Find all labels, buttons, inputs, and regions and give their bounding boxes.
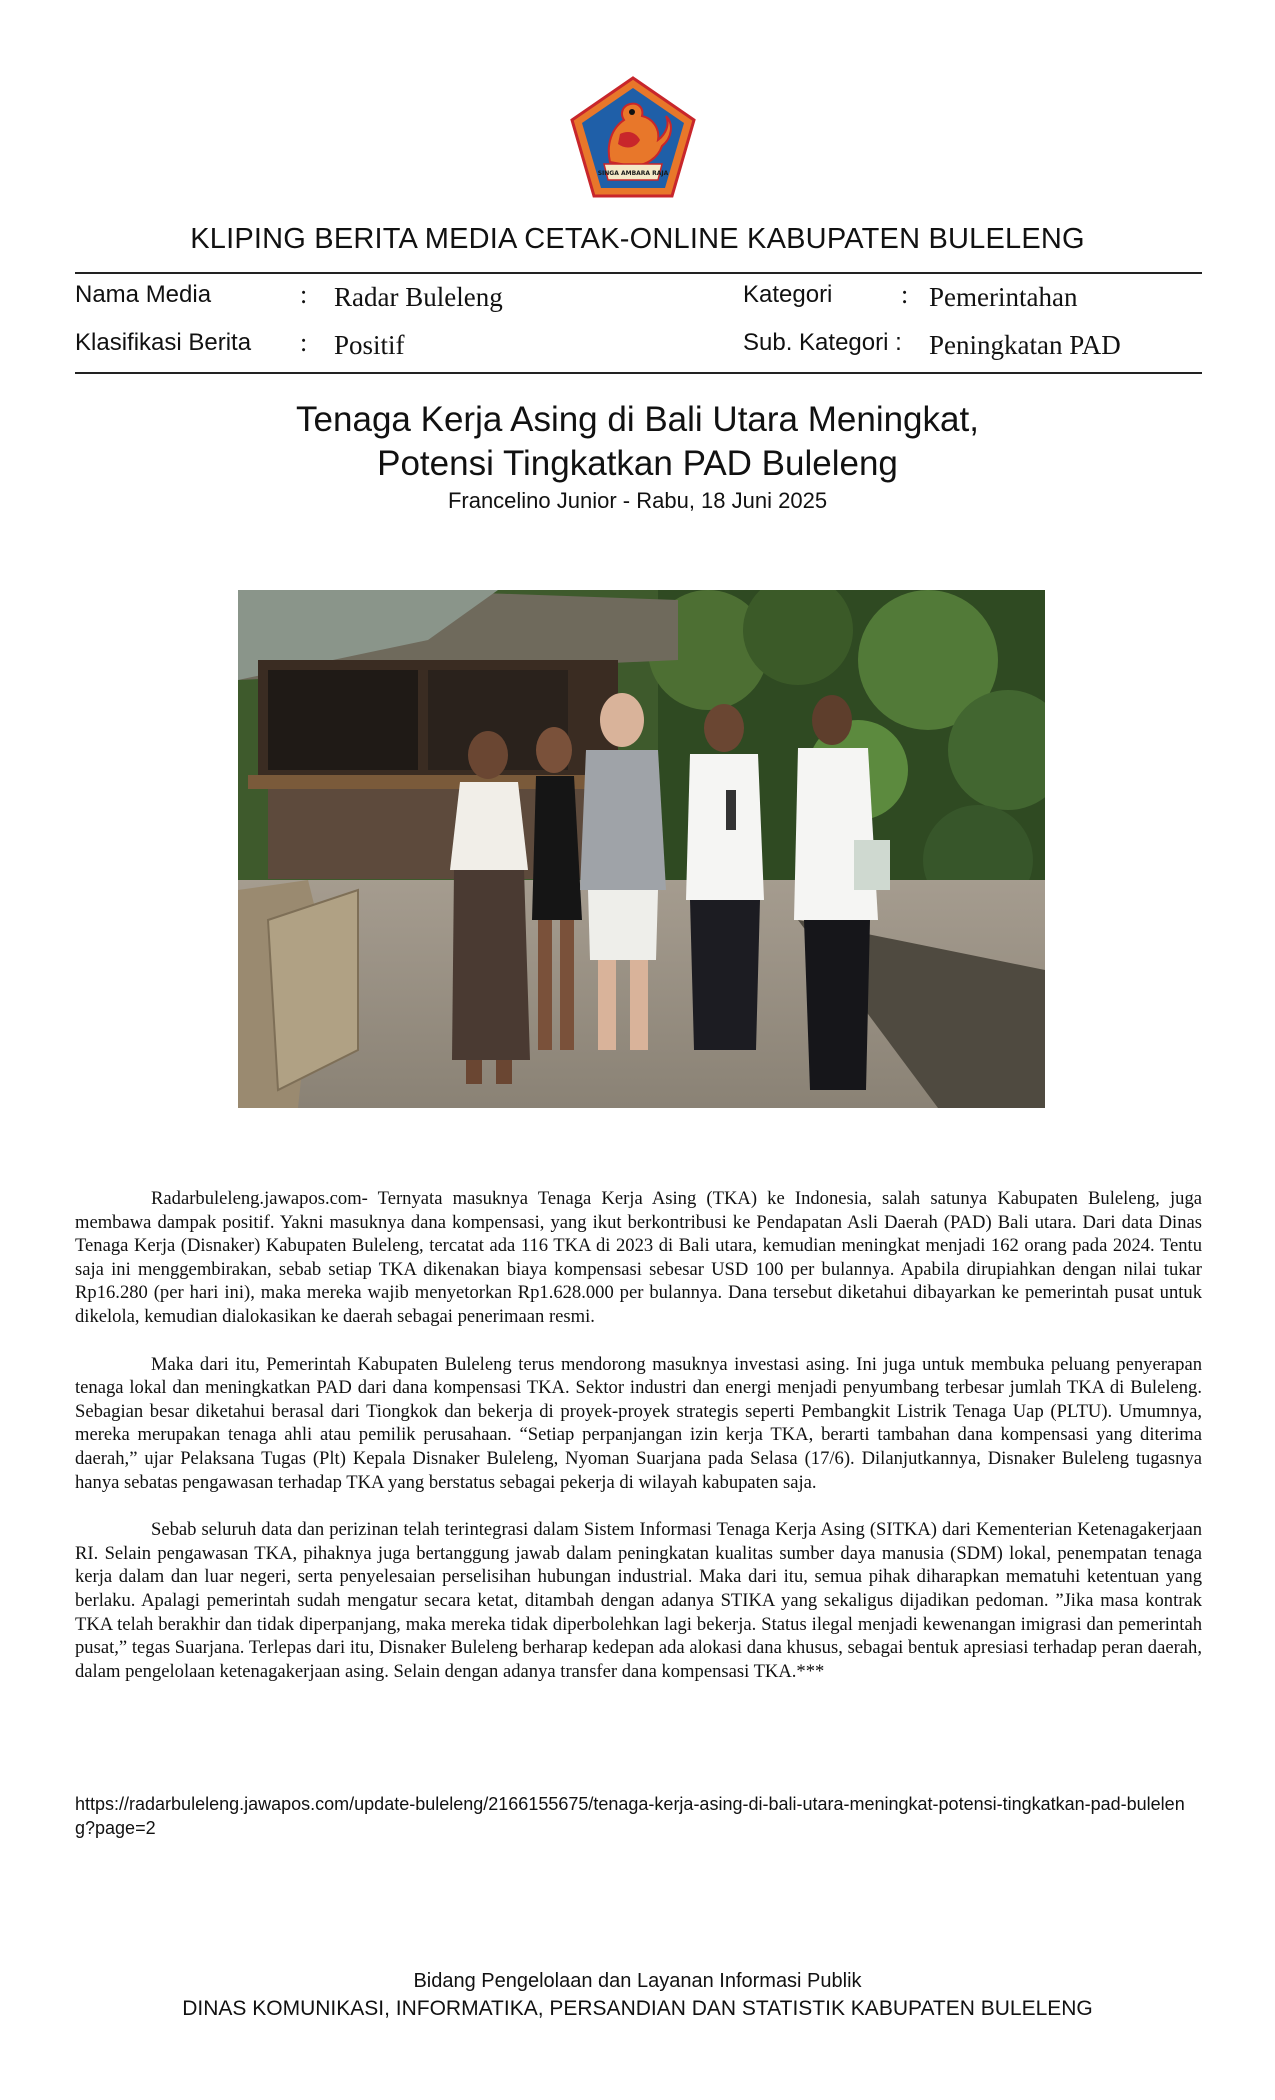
subcategory-value-wrap	[929, 330, 1121, 362]
classification-colon	[300, 328, 307, 359]
footer-agency: DINAS KOMUNIKASI, INFORMATIKA, PERSANDIAN DAN STATISTIK KABUPATEN BULELENG	[182, 1997, 1093, 2020]
emblem-icon	[566, 74, 700, 200]
subcategory-label: Sub. Kategori :	[743, 329, 902, 356]
media-name-field	[75, 280, 211, 310]
subcategory-value: Peningkatan PAD	[929, 330, 1121, 360]
category-value-wrap	[929, 282, 1077, 314]
classification-label: Klasifikasi Berita	[75, 329, 252, 356]
article-byline: Francelino Junior - Rabu, 18 Juni 2025	[447, 488, 828, 513]
colon: :	[901, 280, 909, 309]
media-name-value-wrap	[334, 282, 503, 314]
classification-field	[75, 328, 251, 358]
source-url-link[interactable]: https://radarbuleleng.jawapos.com/update-buleleng/2166155675/tenaga-kerja-asing-di-bali-utara-meningkat-potensi-tingkatkan-pad-buleleng?page=2	[75, 1794, 1185, 1838]
media-name-colon	[300, 280, 307, 311]
category-value: Pemerintahan	[929, 282, 1078, 312]
category-colon	[901, 280, 908, 311]
article-paragraph-3: Sebab seluruh data dan perizinan telah terintegrasi dalam Sistem Informasi Tenaga Kerja Asing (SITKA) dari Kementerian Ketenagakerjaan RI. Selain pengawasan TKA, pihaknya juga bertanggung jawab dalam peningkatan kualitas sumber daya manusia (SDM) lokal, penempatan tenaga kerja dalam dan luar negeri, serta penyelesaian perselisihan hubungan industrial. Maka dari itu, semua pihak diharapkan mematuhi ketentuan yang berlaku. Apalagi pemerintah sudah mengatur secara ketat, ditambah dengan adanya STIKA yang sekaligus dijadikan pedoman. ”Jika masa kontrak TKA telah berakhir dan tidak diperpanjang, maka mereka tidak diperbolehkan lagi bekerja. Status ilegal menjadi kewenangan imigrasi dan pemerintah pusat,” tegas Suarjana. Terlepas dari itu, Disnaker Buleleng berharap kedepan ada alokasi dana khusus, sebagai bentuk apresiasi terhadap peran daerah, dalam pengelolaan ketenagakerjaan asing. Selain dengan adanya transfer dana kompensasi TKA.***	[75, 1519, 1202, 1682]
page-header-title: KLIPING BERITA MEDIA CETAK-ONLINE KABUPATEN BULELENG	[190, 223, 1085, 255]
group-photo-image	[238, 590, 1045, 1108]
emblem-motto: SINGA AMBARA RAJA	[597, 170, 669, 177]
article-title-line-1: Tenaga Kerja Asing di Bali Utara Meningkat,	[296, 400, 979, 439]
classification-value: Positif	[334, 330, 405, 360]
media-name-label: Nama Media	[75, 281, 212, 308]
media-name-value: Radar Buleleng	[334, 282, 503, 312]
colon: :	[300, 280, 308, 309]
article-title	[0, 398, 1275, 486]
article-paragraph-1: Radarbuleleng.jawapos.com- Ternyata masuknya Tenaga Kerja Asing (TKA) ke Indonesia, salah satunya Kabupaten Buleleng, juga membawa dampak positif. Yakni masuknya dana kompensasi, yang ikut berkontribusi ke Pendapatan Asli Daerah (PAD) Bali utara. Dari data Dinas Tenaga Kerja (Disnaker) Kabupaten Buleleng, tercatat ada 116 TKA di 2023 di Bali utara, kemudian meningkat menjadi 162 orang pada 2024. Tentu saja ini menggembirakan, sebab setiap TKA dikenakan biaya kompensasi sebesar USD 100 per bulannya. Apabila dirupiahkan dengan nilai tukar Rp16.280 (per hari ini), maka mereka wajib menyetorkan Rp1.628.000 per bulannya. Dana tersebut diketahui dibayarkan ke pemerintah pusat untuk dikelola, kemudian dialokasikan ke daerah sebagai penerimaan resmi.	[75, 1188, 1202, 1327]
subcategory-field	[743, 328, 902, 358]
header-divider-bottom	[75, 372, 1202, 374]
classification-value-wrap	[334, 330, 405, 362]
article-paragraph-2: Maka dari itu, Pemerintah Kabupaten Buleleng terus mendorong masuknya investasi asing. Ini juga untuk membuka peluang penyerapan tenaga lokal dan meningkatkan PAD dari dana kompensasi TKA. Sektor industri dan energi menjadi penyumbang terbesar jumlah TKA di Buleleng. Sebagian besar diketahui berasal dari Tiongkok dan bekerja di proyek-proyek strategis seperti Pembangkit Listrik Tenaga Uap (PLTU). Umumnya, mereka merupakan tenaga ahli atau pemilik perusahaan. “Setiap perpanjangan izin kerja TKA, berarti tambahan dana kompensasi yang diterima daerah,” ujar Pelaksana Tugas (Plt) Kepala Disnaker Buleleng, Nyoman Suarjana pada Selasa (17/6). Dilanjutkannya, Disnaker Buleleng tugasnya hanya sebatas pengawasan terhadap TKA yang berstatus sebagai pekerja di wilayah kabupaten saja.	[75, 1353, 1202, 1493]
article-title-line-2: Potensi Tingkatkan PAD Buleleng	[377, 444, 898, 483]
article-photo	[238, 590, 1045, 1108]
article-body	[75, 1187, 1202, 1707]
footer-department: Bidang Pengelolaan dan Layanan Informasi Publik	[413, 1970, 862, 1992]
buleleng-emblem-logo	[566, 74, 700, 200]
category-label: Kategori	[743, 281, 833, 308]
header-divider-top	[75, 272, 1202, 274]
colon: :	[300, 328, 308, 357]
category-field	[743, 280, 832, 310]
